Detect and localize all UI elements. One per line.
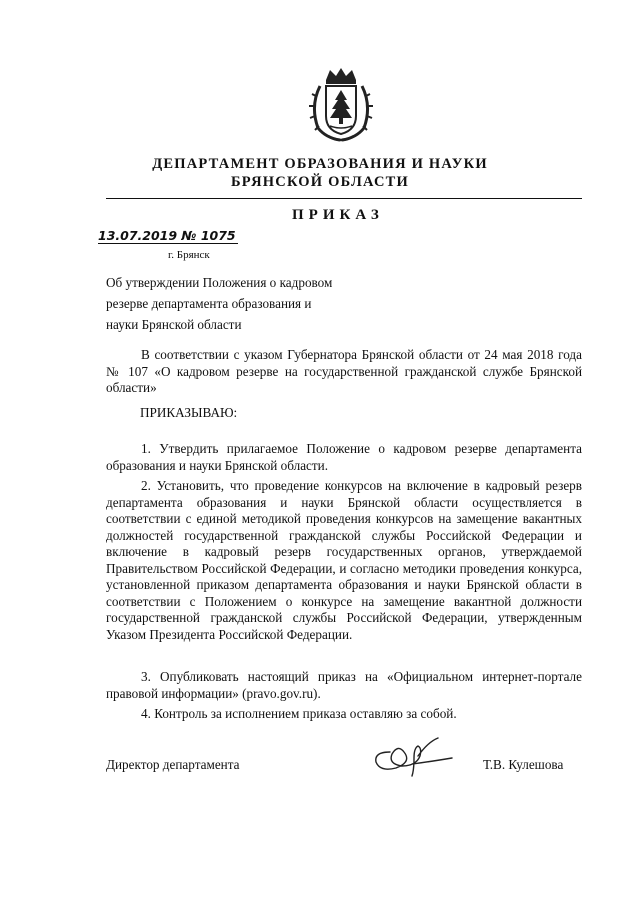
order-preamble: В соответствии с указом Губернатора Брянской области от 24 мая 2018 года № 107 «О кадровом резерве на государственной гражданской службе Брянской области» [106, 347, 582, 395]
order-item-4: 4. Контроль за исполнением приказа оставляю за собой. [141, 706, 457, 721]
order-city: г. Брянск [168, 249, 210, 261]
coat-of-arms-emblem [306, 66, 376, 144]
handwritten-signature [368, 734, 458, 778]
order-title: ПРИКАЗ [292, 207, 384, 223]
header-divider [106, 198, 582, 199]
department-name-line2: БРЯНСКОЙ ОБЛАСТИ [231, 174, 409, 190]
order-date-number: 13.07.2019 № 1075 [98, 228, 236, 243]
subject-line: резерве департамента образования и [106, 296, 312, 311]
subject-line: Об утверждении Положения о кадровом [106, 275, 333, 290]
signatory-position: Директор департамента [106, 757, 240, 772]
order-item-1: 1. Утвердить прилагаемое Положение о кадровом резерве департамента образования и науки Брянской области. [106, 441, 582, 473]
order-command-word: ПРИКАЗЫВАЮ: [140, 405, 238, 420]
order-item-2: 2. Установить, что проведение конкурсов на включение в кадровый резерв департамента образования и науки Брянской области осуществляется в соответствии с единой методикой проведения конкурсов на замещение вакантных должностей государственной гражданской службы Российской Федерации и включение в кадровый резерв государственных органов, утверждаемой Правительством Российской Федерации, и согласно методики проведения конкурса, установленной приказом департамента образования и науки Брянской области в соответствии с Положением о конкурсе на замещение вакантной должности государственной гражданской службы Российской Федерации, утвержденным Указом Президента Российской Федерации. [106, 478, 582, 642]
subject-line: науки Брянской области [106, 317, 242, 332]
department-name-line1: ДЕПАРТАМЕНТ ОБРАЗОВАНИЯ И НАУКИ [152, 156, 488, 172]
signatory-name: Т.В. Кулешова [483, 757, 564, 772]
order-item-3: 3. Опубликовать настоящий приказ на «Официальном интернет-портале правовой информации» (pravo.gov.ru). [106, 669, 582, 701]
order-subject [106, 272, 406, 335]
